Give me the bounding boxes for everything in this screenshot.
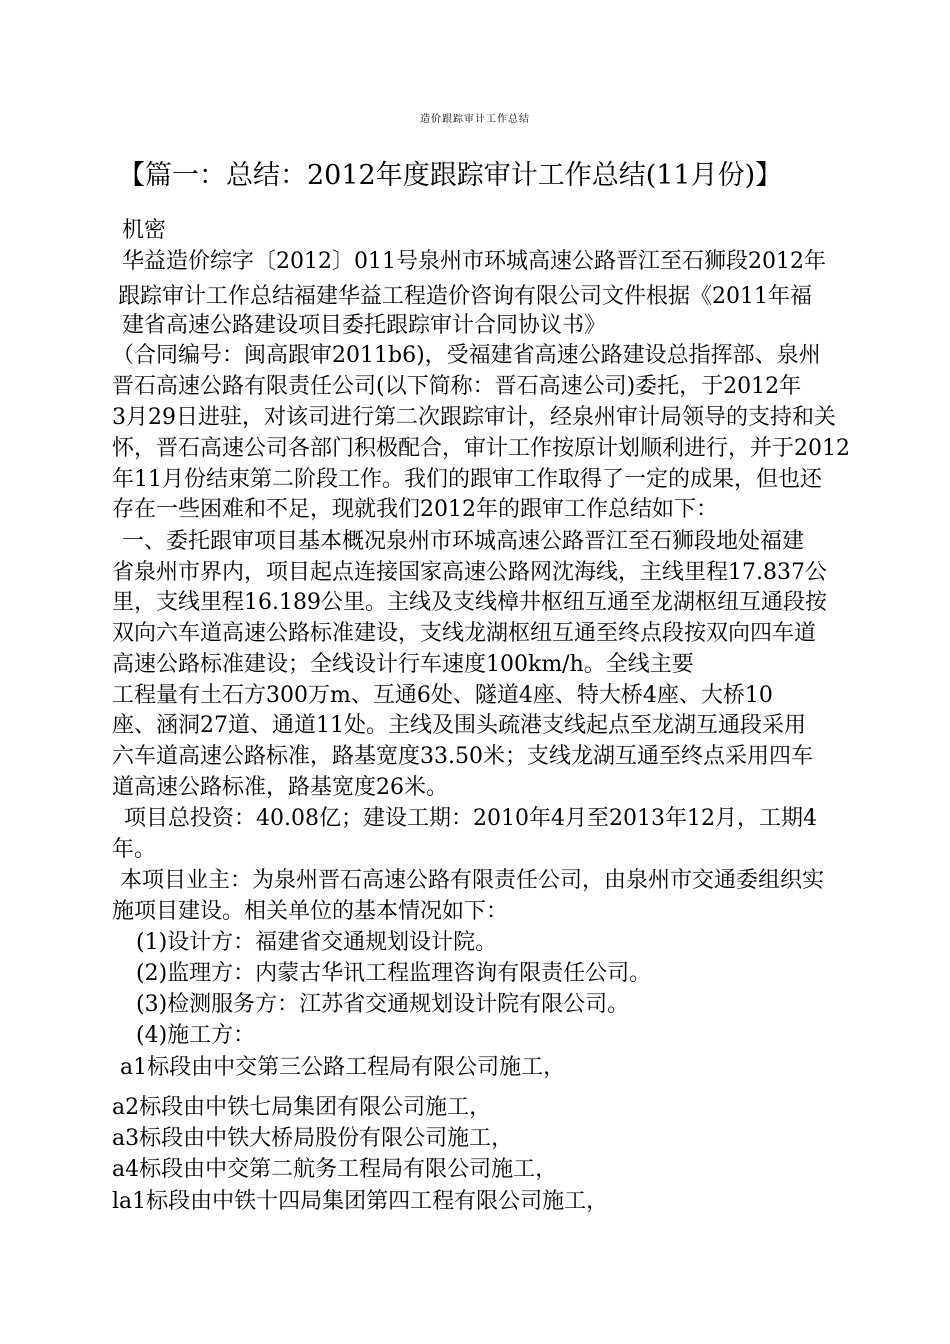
text-line: la1标段由中铁十四局集团第四工程有限公司施工， (112, 1189, 609, 1214)
text-line: (3)检测服务方：江苏省交通规划设计院有限公司。 (136, 992, 630, 1017)
text-line: 怀，晋石高速公司各部门积极配合，审计工作按原计划顺利进行，并于2012 (112, 436, 850, 461)
text-line: 一、委托跟审项目基本概况泉州市环城高速公路晋江至石狮段地处福建 (122, 529, 805, 554)
text-line: 本项目业主：为泉州晋石高速公路有限责任公司，由泉州市交通委组织实 (120, 868, 825, 893)
text-line: 晋石高速公路有限责任公司(以下简称：晋石高速公司)委托，于2012年 (112, 374, 802, 399)
text-line: 双向六车道高速公路标准建设，支线龙湖枢纽互通至终点段按双向四车道 (112, 621, 817, 646)
text-line: a2标段由中铁七局集团有限公司施工， (112, 1095, 492, 1120)
text-line: 省泉州市界内，项目起点连接国家高速公路网沈海线，主线里程17.837公 (112, 560, 827, 585)
text-line: (2)监理方：内蒙古华讯工程监理咨询有限责任公司。 (136, 961, 652, 986)
text-line: 项目总投资：40.08亿；建设工期：2010年4月至2013年12月，工期4 (124, 806, 817, 831)
text-line: 座、涵洞27道、通道11处。主线及围头疏港支线起点至龙湖互通段采用 (112, 713, 806, 738)
page-title: 造价跟踪审计工作总结 (420, 114, 530, 125)
text-line: 机密 (122, 218, 167, 243)
text-line: (1)设计方：福建省交通规划设计院。 (136, 930, 498, 955)
text-line: a4标段由中交第二航务工程局有限公司施工， (112, 1157, 558, 1182)
text-line: 里，支线里程16.189公里。主线及支线樟井枢纽互通至龙湖枢纽互通段按 (112, 590, 827, 615)
text-line: 建省高速公路建设项目委托跟踪审计合同协议书》 (122, 313, 607, 338)
text-line: 跟踪审计工作总结福建华益工程造价咨询有限公司文件根据《2011年福 (118, 284, 812, 309)
text-line: 施项目建设。相关单位的基本情况如下： (112, 899, 509, 924)
text-line: 华益造价综字〔2012〕011号泉州市环城高速公路晋江至石狮段2012年 (122, 249, 826, 274)
text-line: (4)施工方： (136, 1023, 256, 1048)
section-heading: 【篇一：总结：2012年度跟踪审计工作总结(11月份)】 (118, 160, 783, 191)
text-line: a1标段由中交第三公路工程局有限公司施工， (120, 1055, 566, 1080)
text-line: 年。 (112, 837, 157, 862)
text-line: 3月29日进驻，对该司进行第二次跟踪审计，经泉州审计局领导的支持和关 (112, 405, 836, 430)
text-line: 工程量有土石方300万m、互通6处、隧道4座、特大桥4座、大桥10 (112, 683, 773, 708)
text-line: 年11月份结束第二阶段工作。我们的跟审工作取得了一定的成果，但也还 (112, 467, 822, 492)
text-line: 高速公路标准建设；全线设计行车速度100km/h。全线主要 (112, 652, 694, 677)
text-line: 存在一些困难和不足，现就我们2012年的跟审工作总结如下： (112, 497, 718, 522)
text-line: 道高速公路标准，路基宽度26米。 (112, 775, 448, 800)
text-line: a3标段由中铁大桥局股份有限公司施工， (112, 1126, 514, 1151)
text-line: （合同编号：闽高跟审2011b6)，受福建省高速公路建设总指挥部、泉州 (112, 343, 821, 368)
text-line: 六车道高速公路标准，路基宽度33.50米；支线龙湖互通至终点采用四车 (112, 744, 813, 769)
